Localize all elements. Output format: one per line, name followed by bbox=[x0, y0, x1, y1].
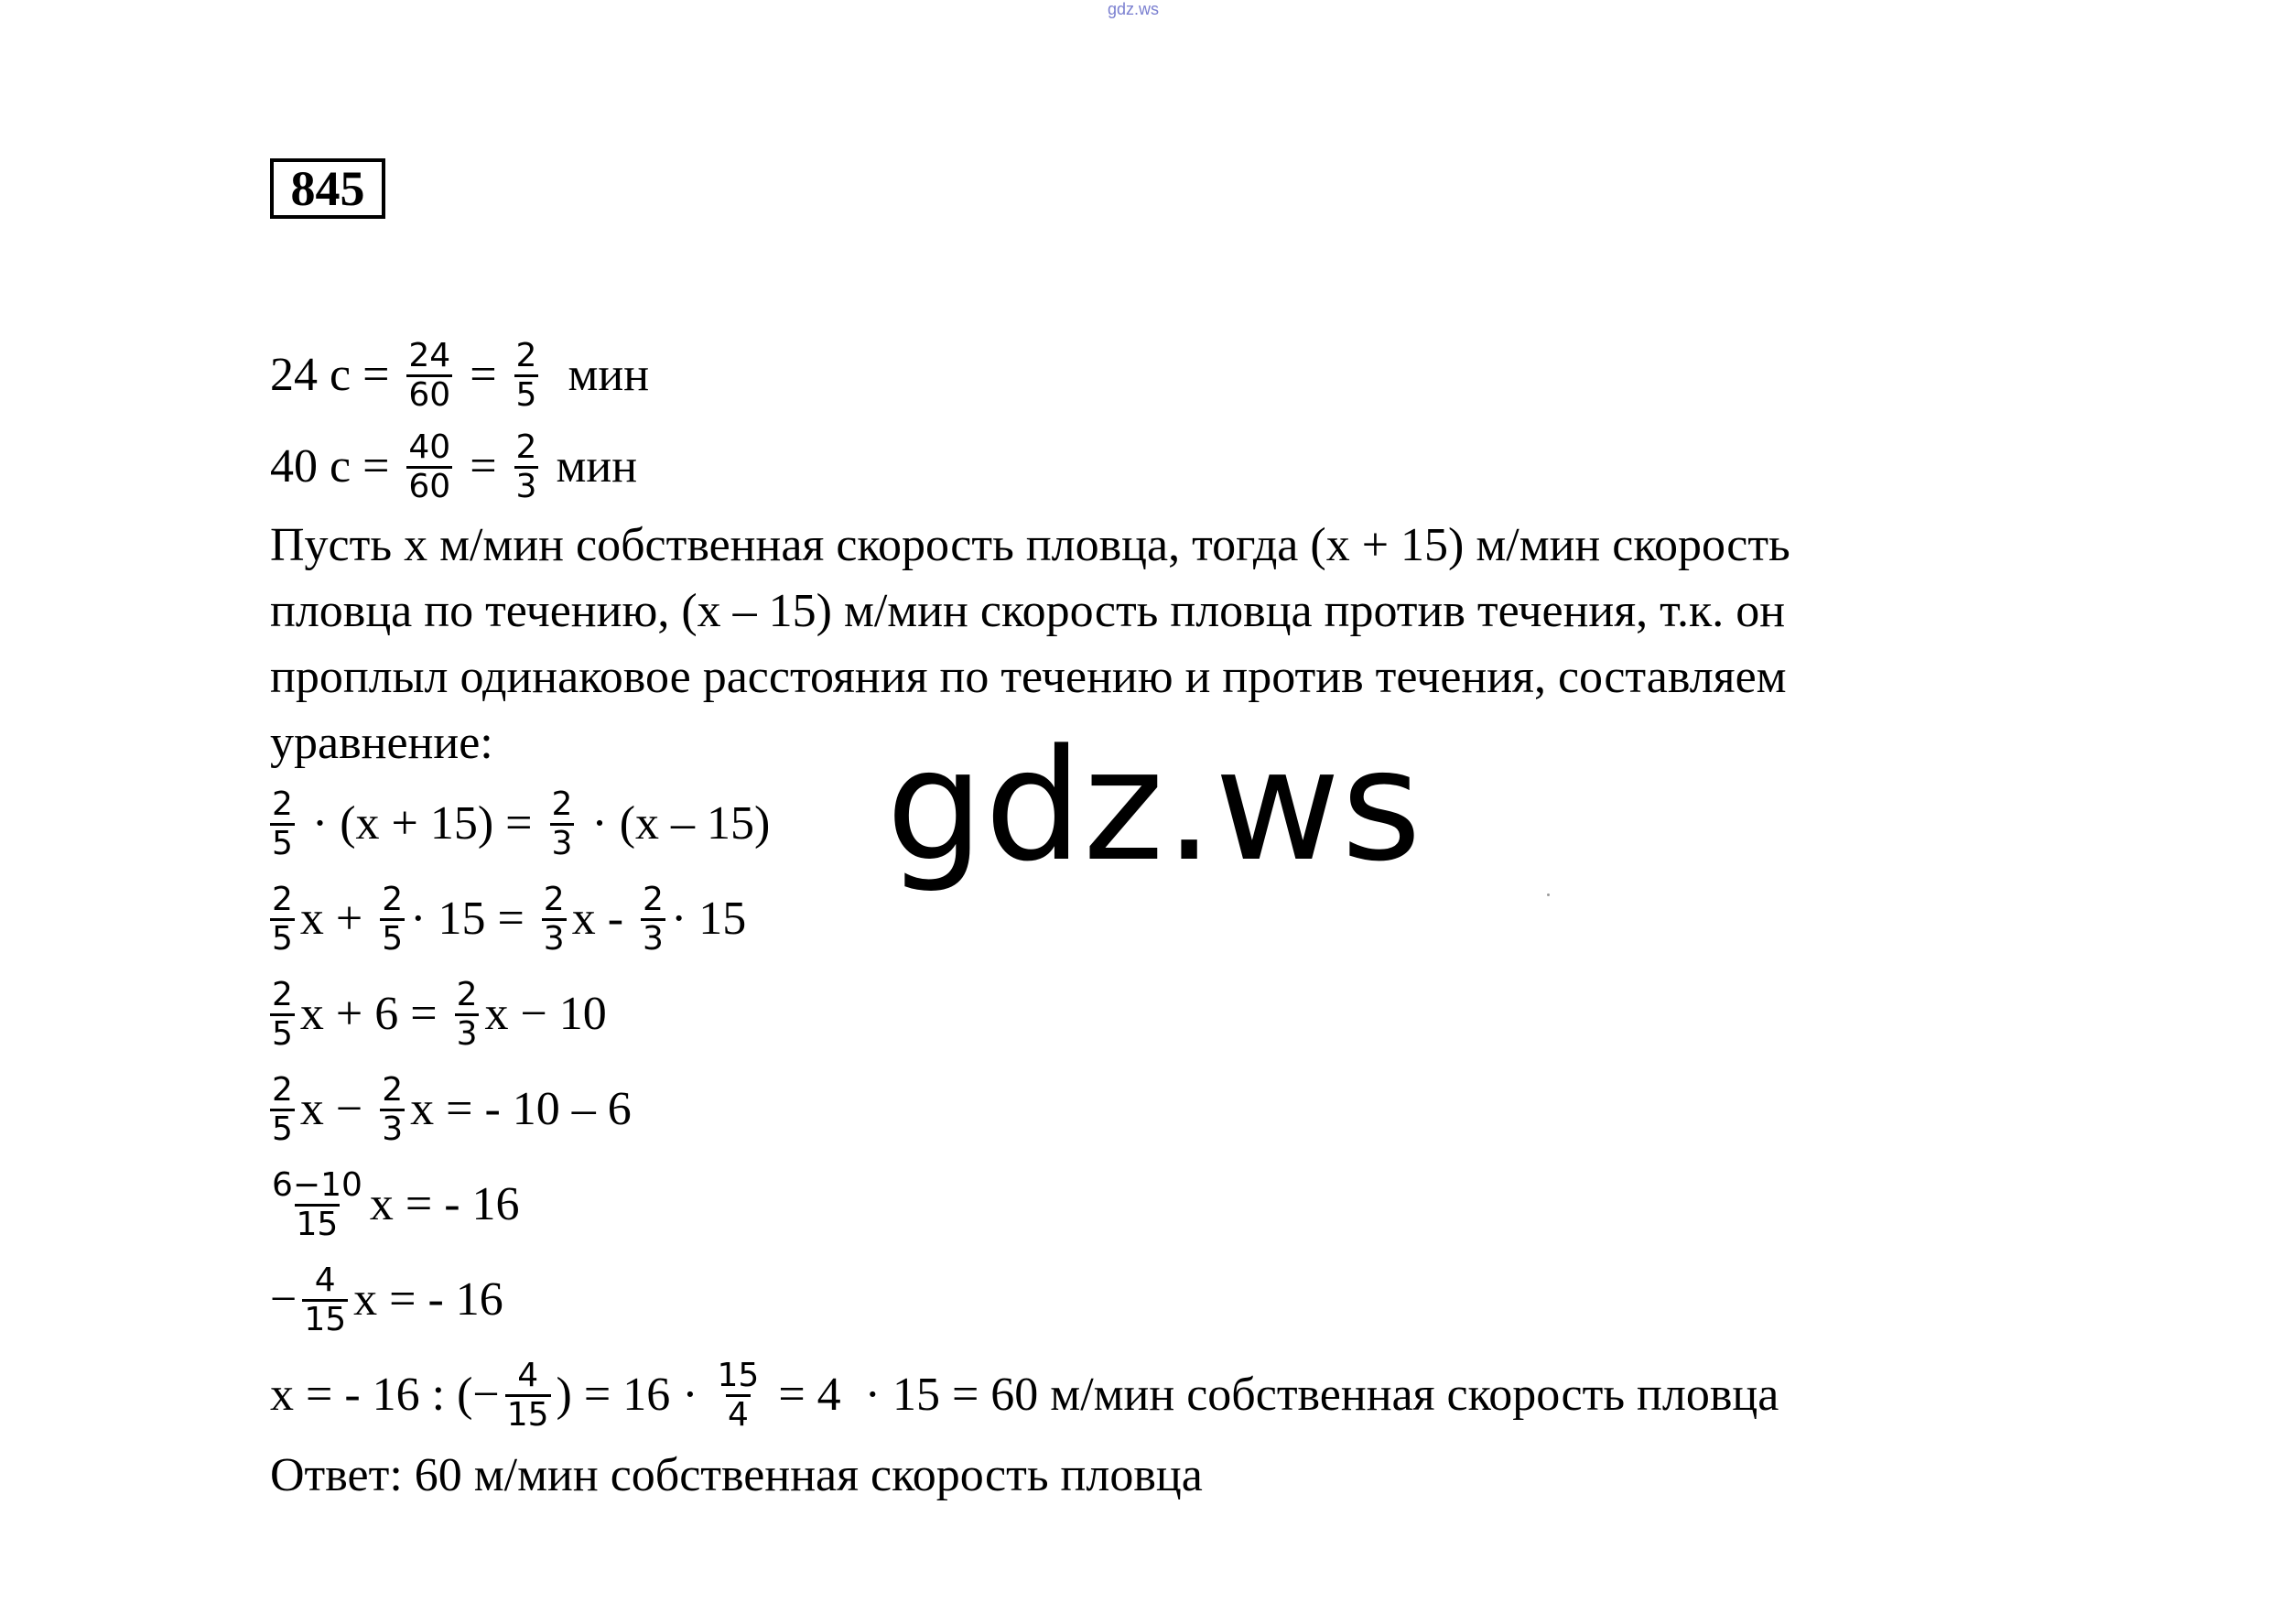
equation-4 bbox=[270, 1062, 2101, 1157]
text: = bbox=[458, 440, 509, 493]
text: − bbox=[270, 1273, 297, 1326]
task-number-box: 845 bbox=[270, 158, 385, 219]
denominator: 15 bbox=[506, 1395, 549, 1434]
numerator: 2 bbox=[515, 428, 537, 466]
numerator: 4 bbox=[517, 1356, 539, 1394]
numerator: 2 bbox=[543, 880, 565, 918]
denominator: 3 bbox=[456, 1014, 478, 1053]
denominator: 3 bbox=[643, 919, 664, 958]
text: · (х + 15) = bbox=[299, 797, 545, 850]
text: · (х – 15) bbox=[579, 797, 771, 850]
fraction bbox=[641, 882, 665, 958]
text: х = - 10 – 6 bbox=[410, 1083, 632, 1135]
text: х + 6 = bbox=[299, 988, 449, 1040]
numerator: 4 bbox=[314, 1261, 336, 1299]
fraction bbox=[270, 1167, 364, 1243]
denominator: 60 bbox=[408, 375, 451, 414]
text: · 15 = bbox=[410, 893, 536, 945]
paragraph-line: проплыл одинаковое расстояния по течению и против течения, составляем bbox=[270, 651, 1787, 703]
stray-dot bbox=[1547, 893, 1550, 896]
fraction bbox=[505, 1358, 551, 1434]
numerator: 2 bbox=[515, 336, 537, 374]
fraction bbox=[302, 1262, 348, 1338]
numerator: 2 bbox=[272, 1070, 293, 1109]
denominator: 3 bbox=[551, 824, 573, 862]
denominator: 15 bbox=[304, 1300, 347, 1338]
fraction bbox=[406, 429, 452, 505]
fraction bbox=[380, 1072, 405, 1148]
denominator: 5 bbox=[515, 375, 537, 414]
numerator: 2 bbox=[272, 880, 293, 918]
text: х = - 16 bbox=[353, 1273, 503, 1326]
text: = bbox=[458, 349, 509, 401]
text: х − 10 bbox=[484, 988, 607, 1040]
line-40-seconds bbox=[270, 421, 2101, 513]
text: х = - 16 : (− bbox=[270, 1369, 500, 1421]
denominator: 60 bbox=[408, 467, 451, 505]
denominator: 4 bbox=[727, 1395, 749, 1434]
text: х − bbox=[299, 1083, 375, 1135]
line-24-seconds bbox=[270, 330, 2101, 421]
numerator: 2 bbox=[456, 975, 478, 1013]
denominator: 3 bbox=[543, 919, 565, 958]
denominator: 5 bbox=[272, 824, 293, 862]
fraction bbox=[270, 977, 295, 1053]
text: 40 с = bbox=[270, 440, 402, 493]
text: = 4 · 15 = 60 м/мин собственная скорость пловца bbox=[766, 1369, 1779, 1421]
denominator: 3 bbox=[382, 1110, 404, 1148]
denominator: 3 bbox=[515, 467, 537, 505]
equation-3 bbox=[270, 967, 2101, 1062]
text: ) = 16 · bbox=[556, 1369, 710, 1421]
denominator: 5 bbox=[382, 919, 404, 958]
fraction bbox=[542, 882, 567, 958]
numerator: 40 bbox=[408, 428, 451, 466]
text: мин bbox=[544, 440, 638, 493]
fraction bbox=[270, 786, 295, 862]
paragraph-line: пловца по течению, (х – 15) м/мин скорость пловца против течения, т.к. он bbox=[270, 585, 1786, 637]
denominator: 5 bbox=[272, 919, 293, 958]
fraction bbox=[380, 882, 405, 958]
fraction bbox=[514, 429, 539, 505]
fraction bbox=[716, 1358, 762, 1434]
numerator: 2 bbox=[272, 975, 293, 1013]
fraction bbox=[550, 786, 575, 862]
fraction bbox=[270, 1072, 295, 1148]
text: 24 с = bbox=[270, 349, 402, 401]
numerator: 24 bbox=[408, 336, 451, 374]
fraction bbox=[270, 882, 295, 958]
numerator: 2 bbox=[382, 1070, 404, 1109]
text: х + bbox=[299, 893, 375, 945]
paragraph-line: Пусть х м/мин собственная скорость пловца, тогда (х + 15) м/мин скорость bbox=[270, 519, 1790, 571]
top-site-mark: gdz.ws bbox=[1108, 0, 1160, 18]
numerator: 6−10 bbox=[272, 1165, 362, 1204]
equation-6 bbox=[270, 1252, 2101, 1348]
denominator: 15 bbox=[296, 1205, 339, 1243]
text: мин bbox=[544, 349, 650, 401]
numerator: 2 bbox=[551, 785, 573, 823]
numerator: 2 bbox=[382, 880, 404, 918]
text: х - bbox=[571, 893, 636, 945]
fraction bbox=[455, 977, 480, 1053]
text: · 15 bbox=[670, 893, 747, 945]
fraction bbox=[514, 338, 539, 414]
text: х = - 16 bbox=[369, 1178, 520, 1230]
numerator: 15 bbox=[717, 1356, 760, 1394]
watermark-logo: gdz.ws bbox=[886, 716, 1422, 895]
denominator: 5 bbox=[272, 1014, 293, 1053]
equation-7 bbox=[270, 1348, 2101, 1443]
numerator: 2 bbox=[272, 785, 293, 823]
fraction bbox=[406, 338, 452, 414]
solution-content bbox=[270, 330, 2101, 1509]
paragraph-line: уравнение: bbox=[270, 717, 493, 769]
answer-line: Ответ: 60 м/мин собственная скорость пловца bbox=[270, 1449, 1203, 1501]
equation-5 bbox=[270, 1157, 2101, 1252]
denominator: 5 bbox=[272, 1110, 293, 1148]
numerator: 2 bbox=[643, 880, 664, 918]
